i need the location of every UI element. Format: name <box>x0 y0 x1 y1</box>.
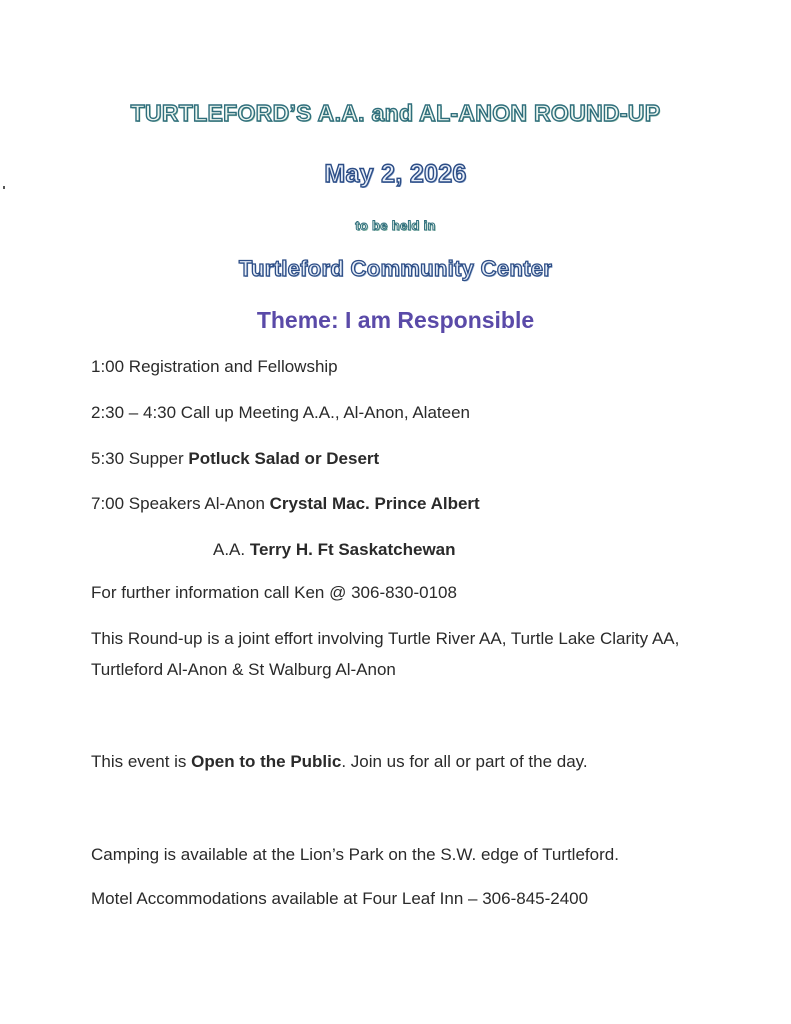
schedule-speakers <box>91 489 480 519</box>
camping-info: Camping is available at the Lion’s Park on the S.W. edge of Turtleford. <box>91 845 619 864</box>
event-title: TURTLEFORD’S A.A. and AL-ANON ROUND-UP <box>130 100 661 126</box>
schedule-meeting: 2:30 – 4:30 Call up Meeting A.A., Al-Anon, Alateen <box>91 403 470 422</box>
speaker-aa: Terry H. Ft Saskatchewan <box>249 540 456 559</box>
event-theme: Theme: I am Responsible <box>256 307 535 333</box>
aa-prefix: A.A. <box>213 540 250 559</box>
supper-detail: Potluck Salad or Desert <box>188 449 380 468</box>
event-date: May 2, 2026 <box>324 160 467 188</box>
contact-info: For further information call Ken @ 306-830-0108 <box>91 583 457 602</box>
venue-name: Turtleford Community Center <box>238 256 553 281</box>
public-notice <box>91 747 588 777</box>
supper-time: 5:30 Supper <box>91 449 189 468</box>
public-suffix: . Join us for all or part of the day. <box>341 752 588 771</box>
schedule-supper <box>91 444 379 474</box>
held-in-label: to be held in <box>355 218 436 233</box>
motel-info: Motel Accommodations available at Four Leaf Inn – 306-845-2400 <box>91 889 589 908</box>
public-bold: Open to the Public <box>191 752 342 771</box>
joint-effort-text: This Round-up is a joint effort involving Turtle River AA, Turtle Lake Clarity AA, Turtleford Al-Anon & St Walburg Al-Anon <box>91 629 680 679</box>
schedule-registration: 1:00 Registration and Fellowship <box>91 357 338 376</box>
speakers-time: 7:00 Speakers Al-Anon <box>91 494 270 513</box>
schedule-aa-speaker <box>213 535 456 565</box>
speaker-alanon: Crystal Mac. Prince Albert <box>269 494 480 513</box>
public-prefix: This event is <box>91 752 192 771</box>
